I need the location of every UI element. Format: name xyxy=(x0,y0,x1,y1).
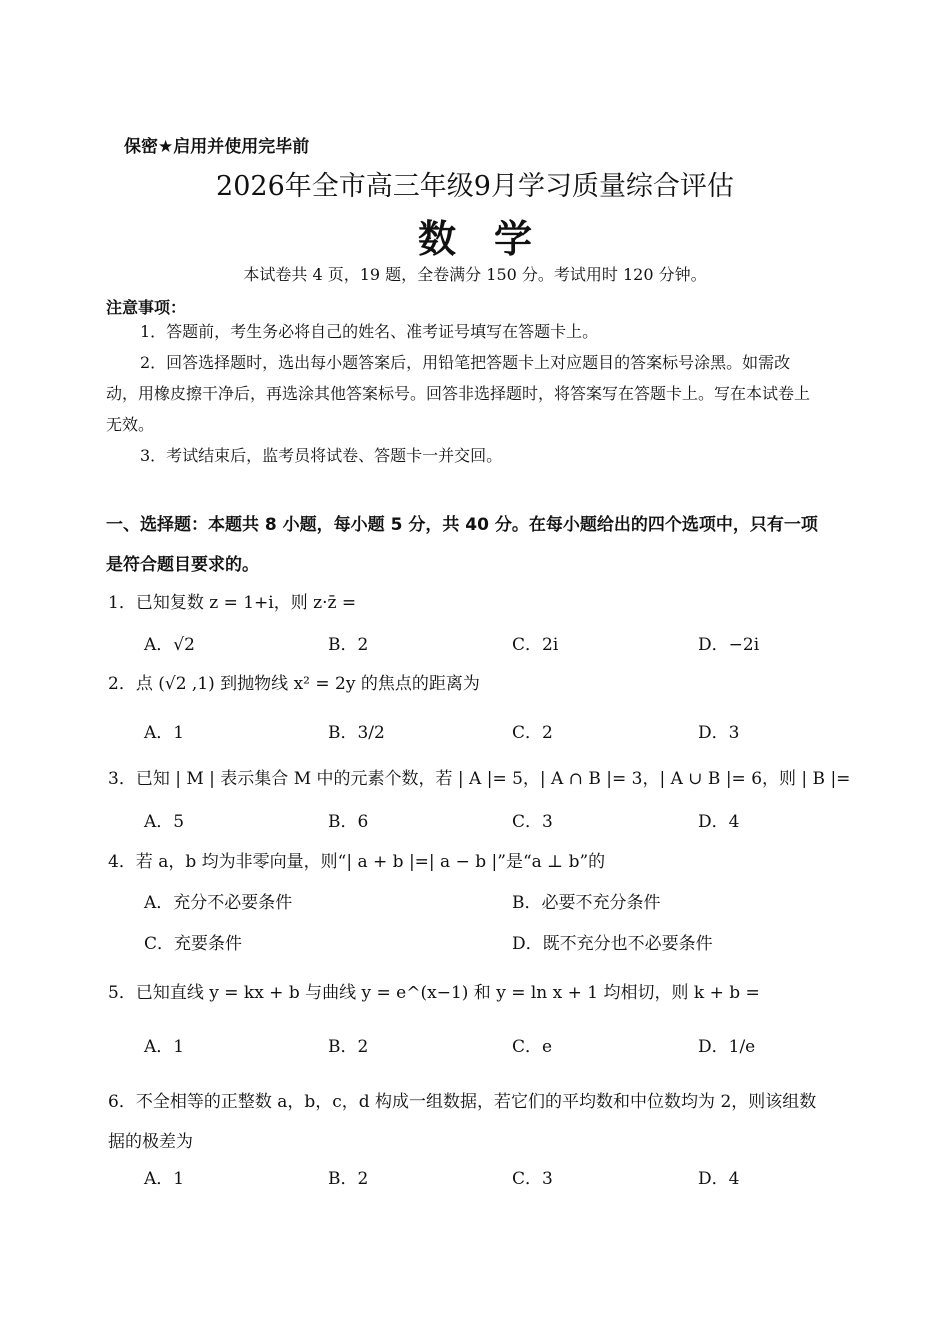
notice-item: 1．答题前，考生务必将自己的姓名、准考证号填写在答题卡上。 xyxy=(140,322,599,341)
notice-item: 3．考试结束后，监考员将试卷、答题卡一并交回。 xyxy=(140,446,503,465)
question-3 xyxy=(108,764,850,789)
option-a: A．1 xyxy=(144,723,185,743)
option-b: B．必要不充分条件 xyxy=(512,893,661,913)
question-stem-prefix: 不全相等的正整数 xyxy=(135,1092,272,1112)
question-stem-math: a，b，c，d 构成一组数据，若它们的平均数和中位数均为 2，则该组数据的极差为 xyxy=(108,1092,817,1152)
question-stem-prefix: 点 xyxy=(135,674,153,694)
question-number: 3． xyxy=(108,769,136,789)
question-stem-prefix: 已知复数 xyxy=(135,593,204,613)
option-d: D．4 xyxy=(698,812,740,832)
option-d: D．4 xyxy=(698,1169,740,1189)
option-b: B．6 xyxy=(328,812,369,832)
option-c: C．3 xyxy=(512,812,553,832)
question-4 xyxy=(108,847,605,872)
notice-title: 注意事项： xyxy=(106,298,187,317)
section-heading: 一、选择题：本题共 8 小题，每小题 5 分，共 40 分。在每小题给出的四个选项中，只有一项是符合题目要求的。 xyxy=(106,515,818,575)
option-a: A．1 xyxy=(144,1169,185,1189)
option-c: C．2i xyxy=(512,635,559,655)
option-d: D．1/e xyxy=(698,1037,756,1057)
question-number: 5． xyxy=(108,983,136,1003)
question-number: 2． xyxy=(108,674,136,694)
subject-title: 数 学 xyxy=(417,217,532,261)
option-c: C．充要条件 xyxy=(144,934,243,954)
exam-title: 2026年全市高三年级9月学习质量综合评估 xyxy=(216,171,734,202)
question-stem-math: y = kx + b 与曲线 y = e^(x−1) 和 y = ln x + 1 均相切，则 k + b = xyxy=(209,983,760,1003)
question-stem-math: z = 1+i，则 z·z̄ = xyxy=(209,593,357,613)
option-d: D．既不充分也不必要条件 xyxy=(512,934,713,954)
option-a: A．充分不必要条件 xyxy=(144,893,293,913)
option-c: C．3 xyxy=(512,1169,553,1189)
option-c: C．2 xyxy=(512,723,553,743)
option-c: C．e xyxy=(512,1037,553,1057)
question-stem-prefix: 若 xyxy=(135,852,153,872)
option-d: D．−2i xyxy=(698,635,760,655)
option-b: B．3/2 xyxy=(328,723,385,743)
option-a: A．5 xyxy=(144,812,185,832)
question-2 xyxy=(108,669,480,694)
option-a: A．√2 xyxy=(144,635,195,655)
question-stem-prefix: 已知 xyxy=(135,769,170,789)
option-a: A．1 xyxy=(144,1037,185,1057)
confidential-label: 保密★启用并使用完毕前 xyxy=(124,137,310,157)
question-number: 4． xyxy=(108,852,136,872)
option-b: B．2 xyxy=(328,1037,369,1057)
question-1 xyxy=(108,588,356,613)
notice-list xyxy=(106,316,818,471)
notice-item: 2．回答选择题时，选出每小题答案后，用铅笔把答题卡上对应题目的答案标号涂黑。如需改动，用橡皮擦干净后，再选涂其他答案标号。回答非选择题时，将答案写在答题卡上。写在本试卷上无效。 xyxy=(106,353,811,434)
question-stem-math: | M | 表示集合 M 中的元素个数，若 | A |= 5，| A ∩ B |= 3，| A ∪ B |= 6，则 | B |= xyxy=(175,769,851,789)
exam-info: 本试卷共 4 页，19 题，全卷满分 150 分。考试用时 120 分钟。 xyxy=(243,265,707,284)
question-5 xyxy=(108,978,760,1003)
question-stem-prefix: 已知直线 xyxy=(135,983,204,1003)
question-stem-math: a，b 均为非零向量，则“| a + b |=| a − b |”是“a ⊥ b”的 xyxy=(158,852,606,872)
question-number: 1． xyxy=(108,593,136,613)
option-b: B．2 xyxy=(328,1169,369,1189)
option-b: B．2 xyxy=(328,635,369,655)
question-number: 6． xyxy=(108,1092,136,1112)
option-d: D．3 xyxy=(698,723,740,743)
question-6 xyxy=(108,1082,820,1162)
question-stem-math: (√2 ,1) 到抛物线 x² = 2y 的焦点的距离为 xyxy=(158,674,480,694)
